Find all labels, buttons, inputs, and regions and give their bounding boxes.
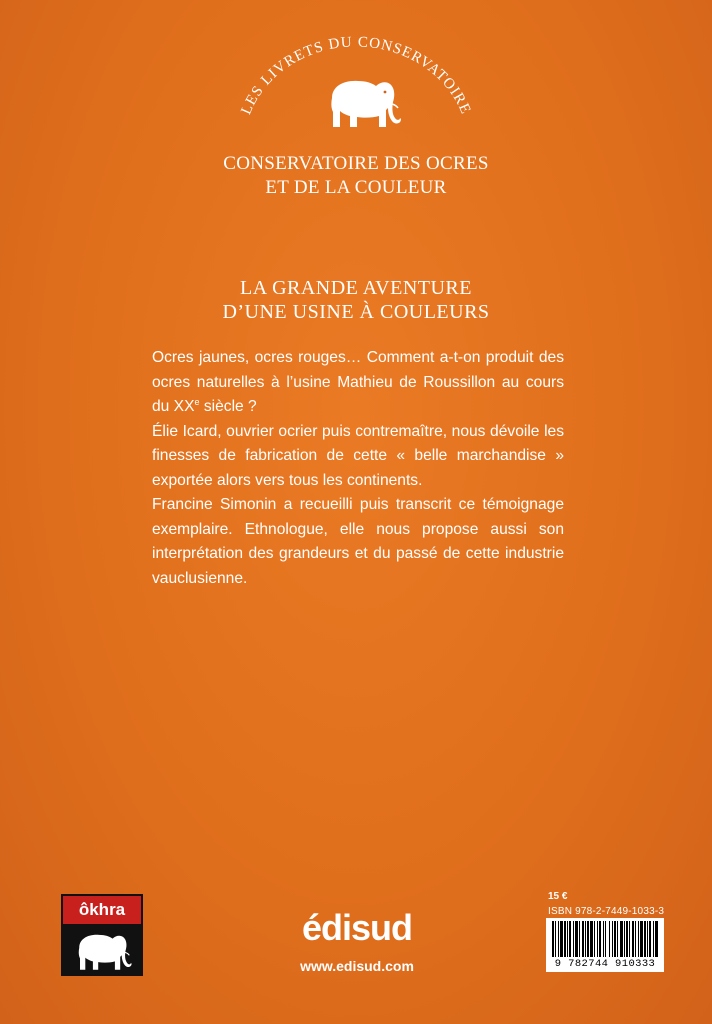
- organization-line2: ET DE LA COULEUR: [265, 177, 447, 198]
- okhra-logo: [61, 894, 143, 976]
- price: 15 €: [548, 891, 568, 902]
- elephant-icon: [322, 72, 402, 130]
- okhra-label: ôkhra: [63, 896, 141, 924]
- barcode-bars: [550, 921, 660, 957]
- blurb-paragraph-1: Ocres jaunes, ocres rouges… Comment a-t-on produit des ocres naturelles à l’usine Mathieu de Roussillon au cours du XXe siècle ?: [152, 349, 564, 415]
- barcode: [546, 918, 664, 972]
- elephant-icon: [67, 928, 137, 972]
- publisher-url: www.edisud.com: [300, 958, 414, 974]
- organization-line1: CONSERVATOIRE DES OCRES: [223, 153, 489, 174]
- publisher-logo: édisud: [301, 907, 412, 948]
- series-name: LES LIVRETS DU CONSERVATOIRE: [238, 34, 474, 117]
- blurb: [152, 346, 564, 591]
- blurb-paragraph-2: Élie Icard, ouvrier ocrier puis contremaître, nous dévoile les finesses de fabrication de cette « belle marchandise » exportée alors vers tous les continents.: [152, 422, 564, 489]
- organization-name: [0, 152, 712, 200]
- blurb-paragraph-3: Francine Simonin a recueilli puis transcrit ce témoignage exemplaire. Ethnologue, elle nous propose aussi son interprétation des grandeurs et du passé de cette industrie vauclusienne.: [152, 496, 564, 587]
- book-title: [0, 276, 712, 324]
- book-title-line1: LA GRANDE AVENTURE: [240, 277, 472, 299]
- barcode-digits: 9 782744 910333: [554, 958, 656, 970]
- isbn: ISBN 978-2-7449-1033-3: [548, 906, 665, 917]
- book-title-line2: D’UNE USINE À COULEURS: [222, 301, 490, 323]
